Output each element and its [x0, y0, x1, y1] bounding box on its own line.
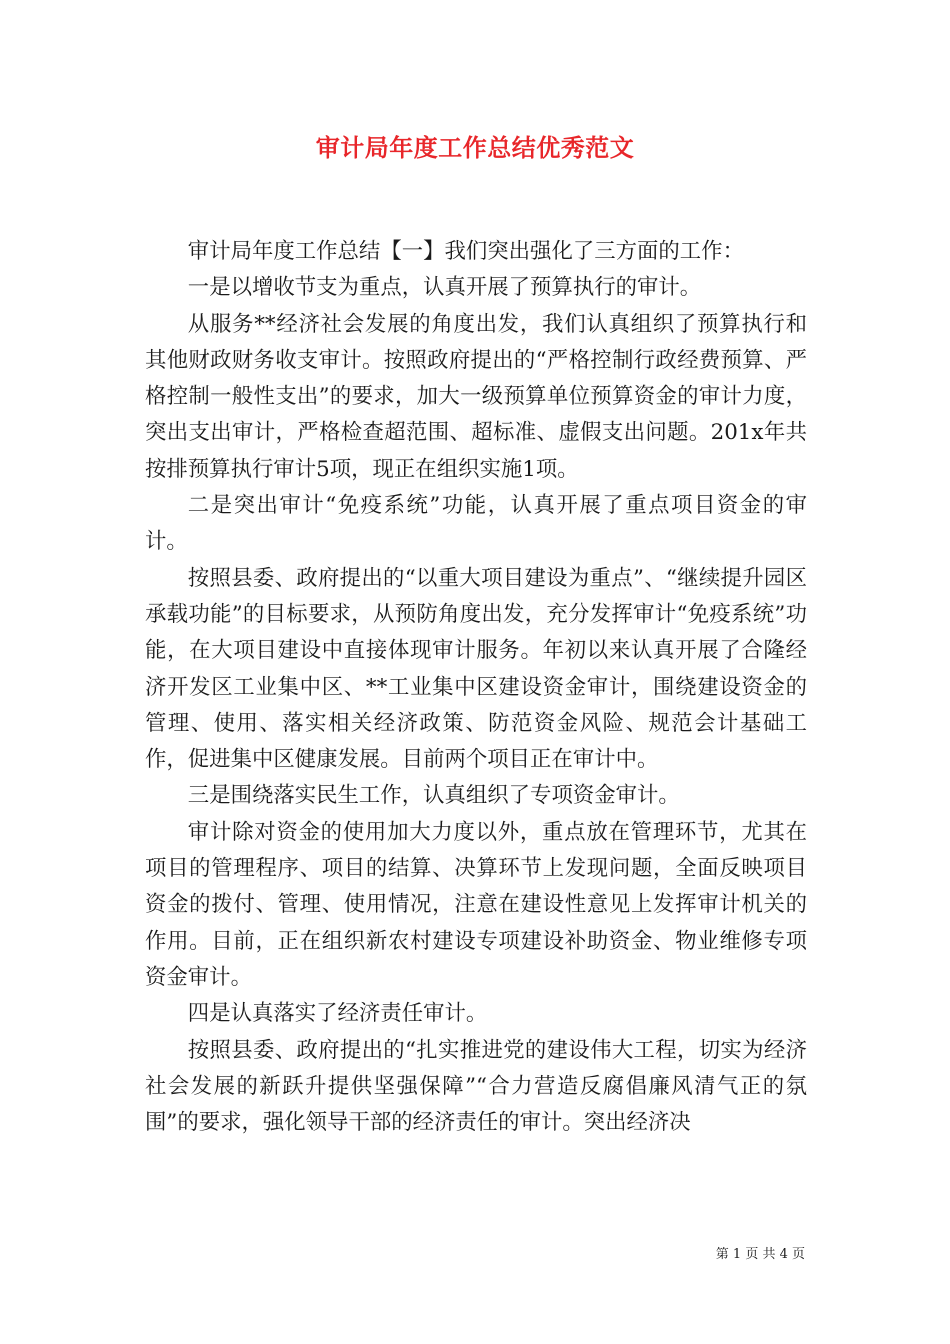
- paragraph-economic-responsibility: 按照县委、政府提出的“扎实推进党的建设伟大工程，切实为经济社会发展的新跃升提供坚强保障”“合力营造反腐倡廉风清气正的氛围”的要求，强化领导干部的经济责任的审计。突出经济决: [145, 1037, 807, 1136]
- paragraph-intro: 审计局年度工作总结【一】我们突出强化了三方面的工作：: [187, 239, 744, 264]
- document-body: [145, 234, 807, 1141]
- document-title: 审计局年度工作总结优秀范文: [315, 133, 635, 162]
- paragraph-project-audit: 按照县委、政府提出的“以重大项目建设为重点”、“继续提升园区承载功能”的目标要求，从预防角度出发，充分发挥审计“免疫系统”功能，在大项目建设中直接体现审计服务。年初以来认真开展了合隆经济开发区工业集中区、**工业集中区建设资金审计，围绕建设资金的管理、使用、落实相关经济政策、防范资金风险、规范会计基础工作，促进集中区健康发展。目前两个项目正在审计中。: [145, 565, 807, 773]
- page-number-footer: 第 1 页 共 4 页: [715, 1247, 805, 1262]
- paragraph-heading-3: 三是围绕落实民生工作，认真组织了专项资金审计。: [187, 783, 680, 809]
- paragraph-heading-2: 二是突出审计“免疫系统”功能，认真开展了重点项目资金的审计。: [145, 493, 807, 555]
- paragraph-heading-1: 一是以增收节支为重点，认真开展了预算执行的审计。: [187, 275, 702, 301]
- paragraph-heading-4: 四是认真落实了经济责任审计。: [187, 1001, 488, 1027]
- paragraph-special-fund-audit: 审计除对资金的使用加大力度以外，重点放在管理环节，尤其在项目的管理程序、项目的结算、决算环节上发现问题，全面反映项目资金的拨付、管理、使用情况，注意在建设性意见上发挥审计机关的作用。目前，正在组织新农村建设专项建设补助资金、物业维修专项资金审计。: [145, 819, 807, 990]
- paragraph-budget-audit: 从服务**经济社会发展的角度出发，我们认真组织了预算执行和其他财政财务收支审计。按照政府提出的“严格控制行政经费预算、严格控制一般性支出”的要求，加大一级预算单位预算资金的审计力度，突出支出审计，严格检查超范围、超标准、虚假支出问题。201x年共按排预算执行审计5项，现正在组织实施1项。: [145, 311, 807, 482]
